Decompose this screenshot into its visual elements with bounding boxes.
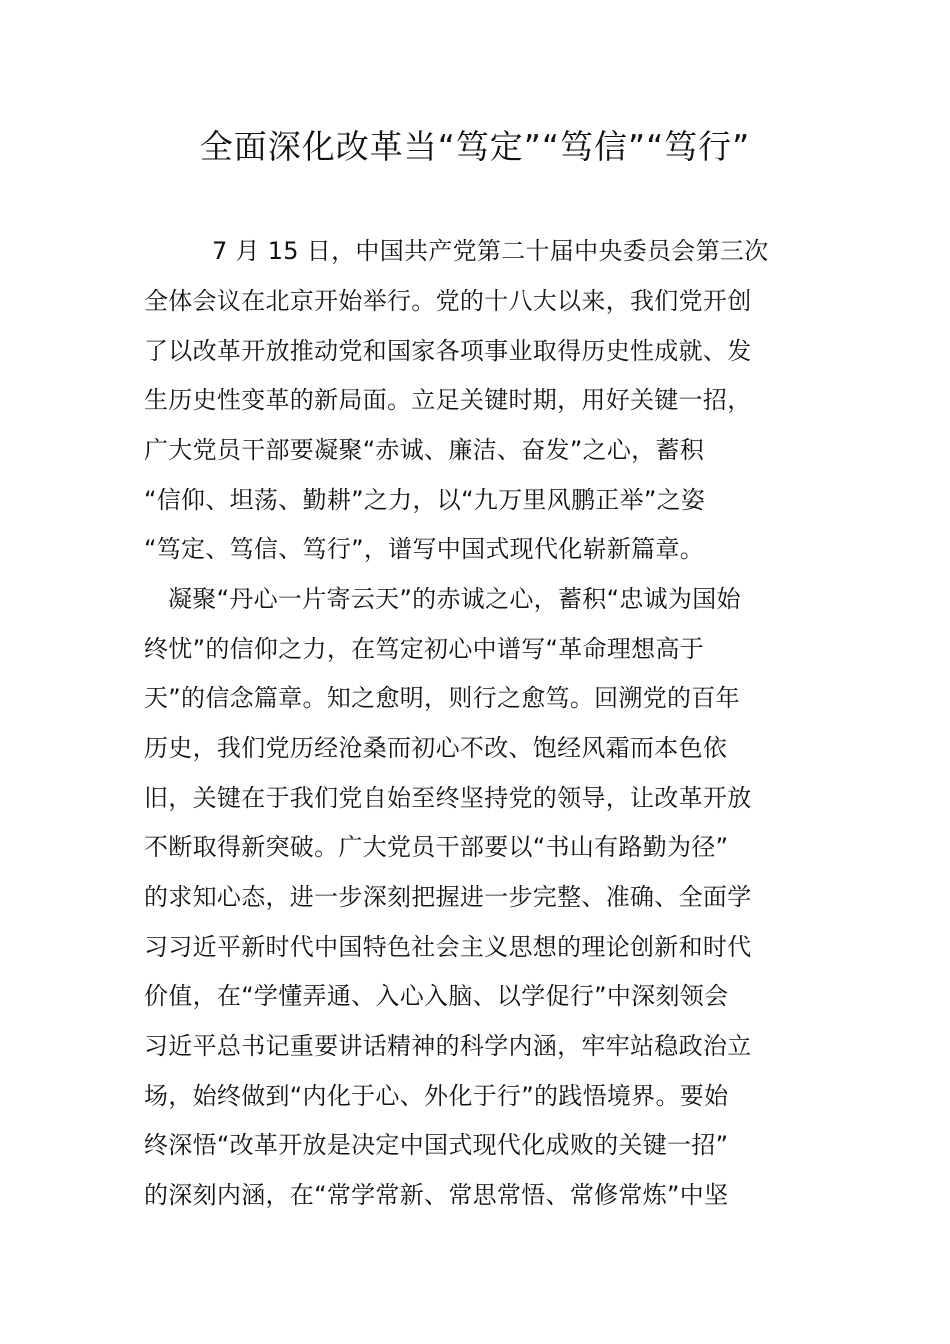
- text-line: “笃定、笃信、笃行”，谱写中国式现代化崭新篇章。: [144, 535, 705, 563]
- text-line: 终忧”的信仰之力，在笃定初心中谱写“革命理想高于: [144, 635, 705, 663]
- text-line: 的深刻内涵，在“常学常新、常思常悟、常修常炼”中坚: [144, 1181, 729, 1209]
- text-line: “信仰、坦荡、勤耕”之力，以“九万里风鹏正举”之姿: [144, 486, 706, 514]
- text-line: 全体会议在北京开始举行。党的十八大以来，我们党开创: [144, 287, 752, 315]
- text-line: 不断取得新突破。广大党员干部要以“书山有路勤为径”: [144, 833, 729, 861]
- text-line: 的求知心态，进一步深刻把握进一步完整、准确、全面学: [144, 883, 752, 911]
- text-line: 价值，在“学懂弄通、入心入脑、以学促行”中深刻领会: [144, 982, 729, 1010]
- document-title: 全面深化改革当“笃定”“笃信”“笃行”: [199, 127, 751, 166]
- text-line: 了以改革开放推动党和国家各项事业取得历史性成就、发: [144, 337, 752, 365]
- text-line: 场，始终做到“内化于心、外化于行”的践悟境界。要始: [144, 1082, 729, 1110]
- text-line: 凝聚“丹心一片寄云天”的赤诚之心，蓄积“忠诚为国始: [168, 585, 741, 613]
- text-line: 历史，我们党历经沧桑而初心不改、饱经风霜而本色依: [144, 734, 728, 762]
- text-line: 习近平总书记重要讲话精神的科学内涵，牢牢站稳政治立: [144, 1032, 752, 1060]
- text-line: 天”的信念篇章。知之愈明，则行之愈笃。回溯党的百年: [144, 684, 740, 712]
- text-line: 7 月 15 日，中国共产党第二十届中央委员会第三次: [212, 237, 769, 265]
- text-line: 旧，关键在于我们党自始至终坚持党的领导，让改革开放: [144, 784, 752, 812]
- text-line: 终深悟“改革开放是决定中国式现代化成败的关键一招”: [144, 1131, 729, 1159]
- text-line: 生历史性变革的新局面。立足关键时期，用好关键一招，: [144, 386, 752, 414]
- text-line: 广大党员干部要凝聚“赤诚、廉洁、奋发”之心，蓄积: [144, 436, 705, 464]
- text-line: 习习近平新时代中国特色社会主义思想的理论创新和时代: [144, 933, 752, 961]
